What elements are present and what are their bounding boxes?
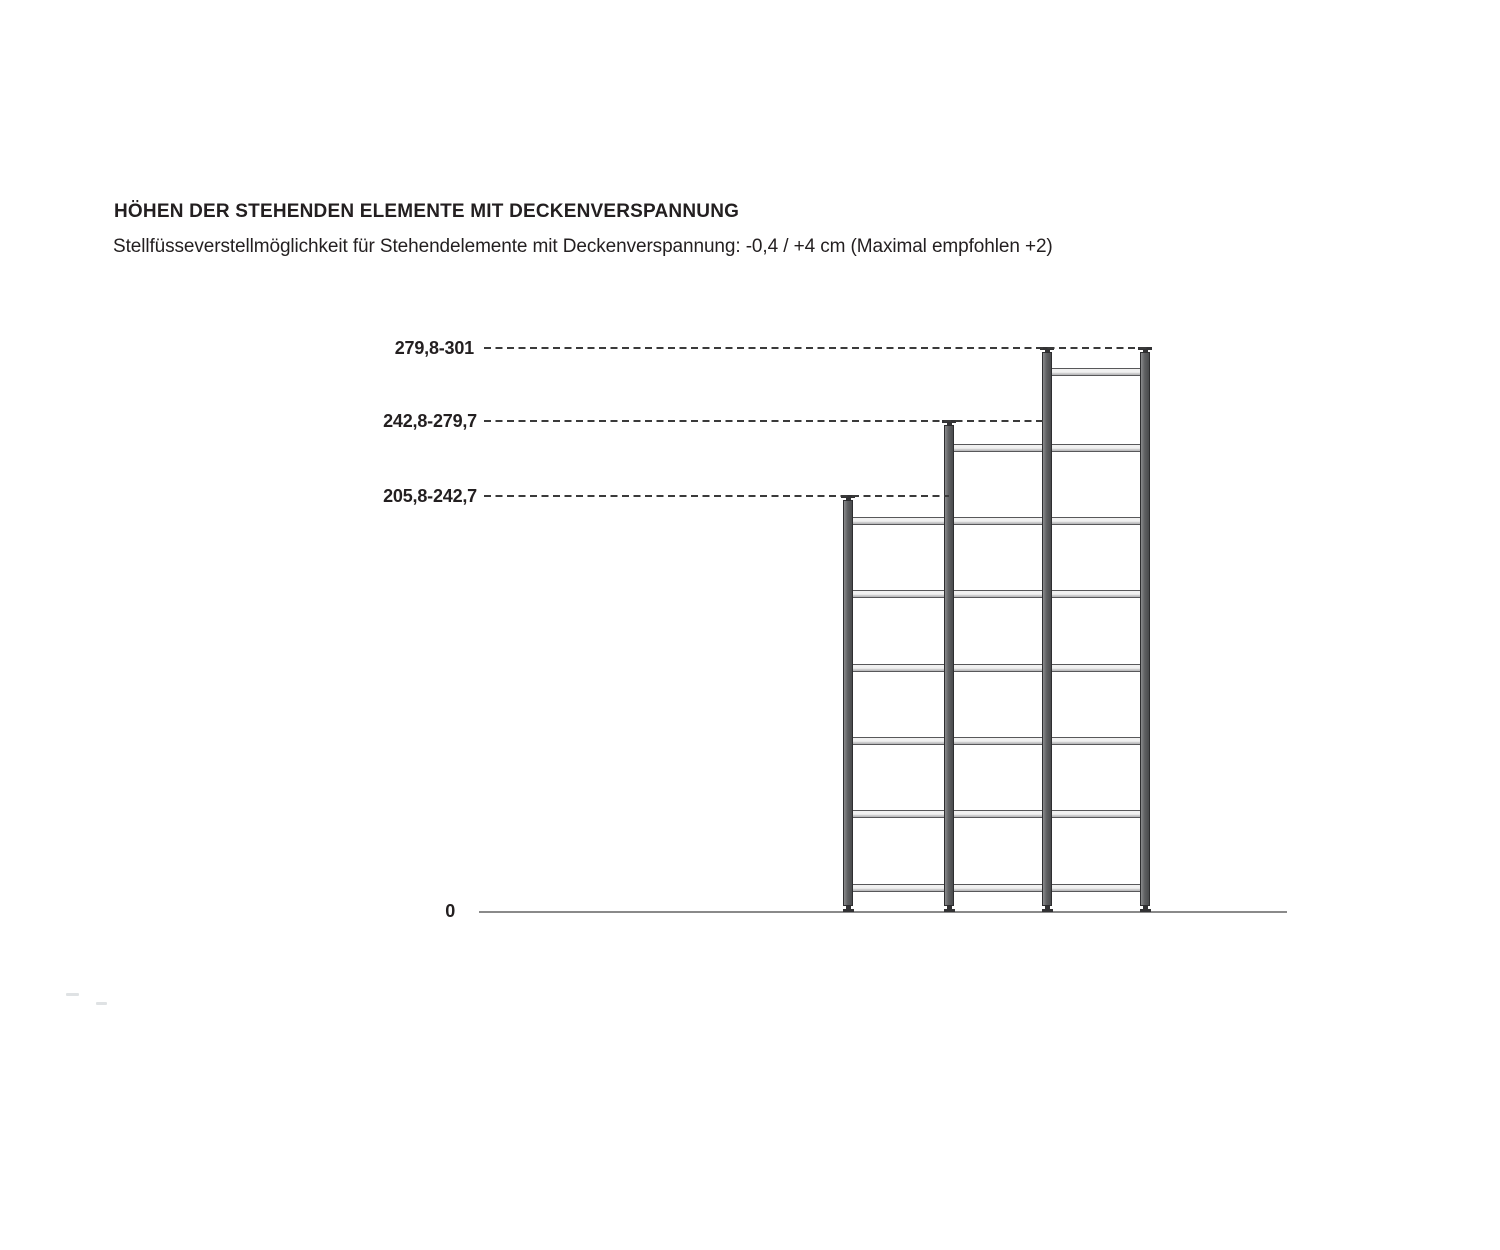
shelf-row-6 [843,810,1150,818]
shelf-row-4 [843,664,1150,672]
shelf-row-5 [843,737,1150,745]
leveling-foot-plate-2 [1042,909,1053,912]
ceiling-foot-stem-0 [846,498,851,500]
leveling-foot-plate-1 [944,909,955,912]
upright-post-2 [1042,352,1052,906]
ceiling-foot-stem-1 [947,423,952,425]
height-reference-line-0 [484,347,1148,349]
shelf-row-3 [843,590,1150,598]
faint-mark-0 [66,993,79,996]
ceiling-foot-stem-3 [1143,350,1148,352]
height-label-0: 279,8-301 [394,338,474,358]
shelf-row-0 [1042,368,1150,376]
height-label-2: 205,8-242,7 [383,486,477,506]
height-reference-line-2 [484,495,949,497]
height-label-1: 242,8-279,7 [383,411,477,431]
upright-post-0 [843,500,853,906]
ceiling-foot-stem-2 [1045,350,1050,352]
faint-mark-1 [96,1002,107,1005]
height-reference-line-1 [484,420,1047,422]
leveling-foot-plate-0 [843,909,854,912]
upright-post-3 [1140,352,1150,906]
shelf-row-7 [843,884,1150,892]
page-subtitle: Stellfüsseverstellmöglichkeit für Stehendelemente mit Deckenverspannung: -0,4 / +4 cm (Maximal empfohlen +2) [113,236,1053,257]
page-title: HÖHEN DER STEHENDEN ELEMENTE MIT DECKENVERSPANNUNG [114,201,740,222]
ground-line [479,911,1287,913]
leveling-foot-plate-3 [1140,909,1151,912]
zero-label: 0 [445,901,455,921]
shelf-row-2 [843,517,1150,525]
upright-post-1 [944,425,954,906]
